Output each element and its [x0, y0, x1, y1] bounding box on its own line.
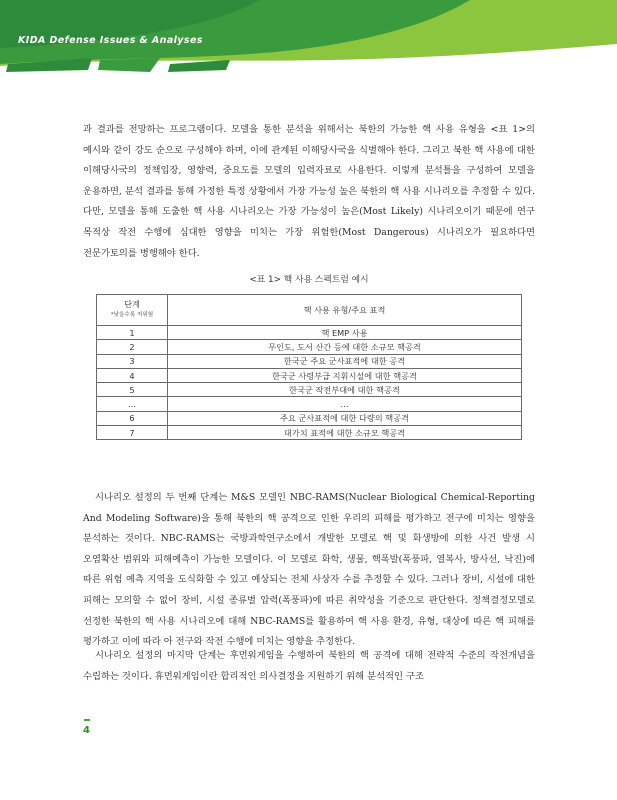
table-row: [97, 426, 522, 440]
type-cell: 주요 군사표적에 대한 다량의 핵공격: [168, 411, 522, 425]
type-cell: 한국군 작전부대에 대한 핵공격: [168, 383, 522, 397]
type-cell: 핵 EMP 사용: [168, 326, 522, 340]
type-cell: 한국군 사령부급 지휘시설에 대한 핵공격: [168, 368, 522, 382]
stage-cell: 6: [97, 411, 168, 425]
stage-cell: 2: [97, 340, 168, 354]
table-caption: <표 1> 핵 사용 스펙트럼 예시: [249, 275, 369, 285]
column-header-type: 핵 사용 유형/주요 표적: [168, 295, 522, 326]
header-title: KIDA Defense Issues & Analyses: [18, 35, 203, 46]
table-header-row: [97, 295, 522, 326]
table-row: [97, 411, 522, 425]
nuclear-spectrum-table: [96, 294, 522, 440]
type-cell: 한국군 주요 군사표적에 대한 공격: [168, 354, 522, 368]
table-row: [97, 383, 522, 397]
table-row: [97, 354, 522, 368]
stage-cell: 5: [97, 383, 168, 397]
page-header: [0, 0, 617, 80]
stage-header-label: 단계: [124, 299, 140, 309]
body-paragraph-3: [83, 646, 535, 687]
stage-cell: 7: [97, 426, 168, 440]
table-row: [97, 340, 522, 354]
body-paragraph-2: [83, 488, 535, 653]
body-paragraph-1: [83, 120, 535, 264]
table-row: [97, 326, 522, 340]
stage-cell: …: [97, 397, 168, 411]
type-cell: 대가치 표적에 대한 소규모 핵공격: [168, 426, 522, 440]
stage-header-note: *낮을수록 저위험: [110, 312, 154, 318]
type-cell: …: [168, 397, 522, 411]
stage-cell: 3: [97, 354, 168, 368]
table-row: [97, 368, 522, 382]
column-header-stage: [97, 295, 168, 326]
paragraph-text: 과 결과를 전망하는 프로그램이다. 모델을 통한 분석을 위해서는 북한의 가능한 핵 사용 유형을 <표 1>의 예시와 같이 강도 순으로 구성해야 하며, 이에 관계된 이해당사국을 식별해야 한다. 그리고 북한 핵 사용에 대한 이해당사국의 정책입장, 영향력, 중요도를 모델의 입력자료로 사용한다. 이렇게 분석틀을 구성하여 모델을 운용하면, 분석 결과를 통해 가정한 특정 상황에서 가장 가능성 높은 북한의 핵 사용 시나리오를 추정할 수 있다. 다만, 모델을 통해 도출한 핵 사용 시나리오는 가장 가능성이 높은(Most Likely) 시나리오이기 때문에 연구 목적상 작전 수행에 심대한 영향을 미치는 가장 위험한(Most Dangerous) 시나리오가 필요하다면 전문가토의를 병행해야 한다.: [83, 124, 535, 259]
page-number: 4: [83, 725, 90, 736]
paragraph-text: 시나리오 설정의 두 번째 단계는 M&S 모델인 NBC-RAMS(Nuclear Biological Chemical-Reporting And Modeling Software)을 통해 북한의 핵 공격으로 인한 우리의 피해를 평가하고 전구에 미치는 영향을 분석하는 것이다. NBC-RAMS는 국방과학연구소에서 개발한 모델로 핵 및 화생방에 의한 사건 발생 시 오염확산 범위와 피해예측이 가능한 모델이다. 이 모델로 화학, 생물, 핵폭발(폭풍파, 열복사, 방사선, 낙진)에 따른 위험 예측 지역을 도식화할 수 있고 예상되는 전체 사상자 수를 추정할 수 있다. 그러나 장비, 시설에 대한 피해는 모의할 수 없어 장비, 시설 종류별 압력(폭풍파)에 따른 취약성을 기준으로 판단한다. 정책결정모델로 선정한 북한의 핵 사용 시나리오에 대해 NBC-RAMS를 활용하여 핵 사용 환경, 유형, 대상에 따른 핵 피해를 평가하고 이에 따라 아 전구와 작전 수행에 미치는 영향을 추정한다.: [83, 492, 535, 648]
stage-cell: 1: [97, 326, 168, 340]
page-number-dash: [84, 719, 90, 721]
type-cell: 무인도, 도서 산간 등에 대한 소규모 핵공격: [168, 340, 522, 354]
table-row: [97, 397, 522, 411]
paragraph-text: 시나리오 설정의 마지막 단계는 후먼워게임을 수행하여 북한의 핵 공격에 대해 전략적 수준의 작전개념을 수립하는 것이다. 휴먼워게임이란 합리적인 의사결정을 지원하기 위해 분석적인 구조: [83, 650, 535, 682]
stage-cell: 4: [97, 368, 168, 382]
